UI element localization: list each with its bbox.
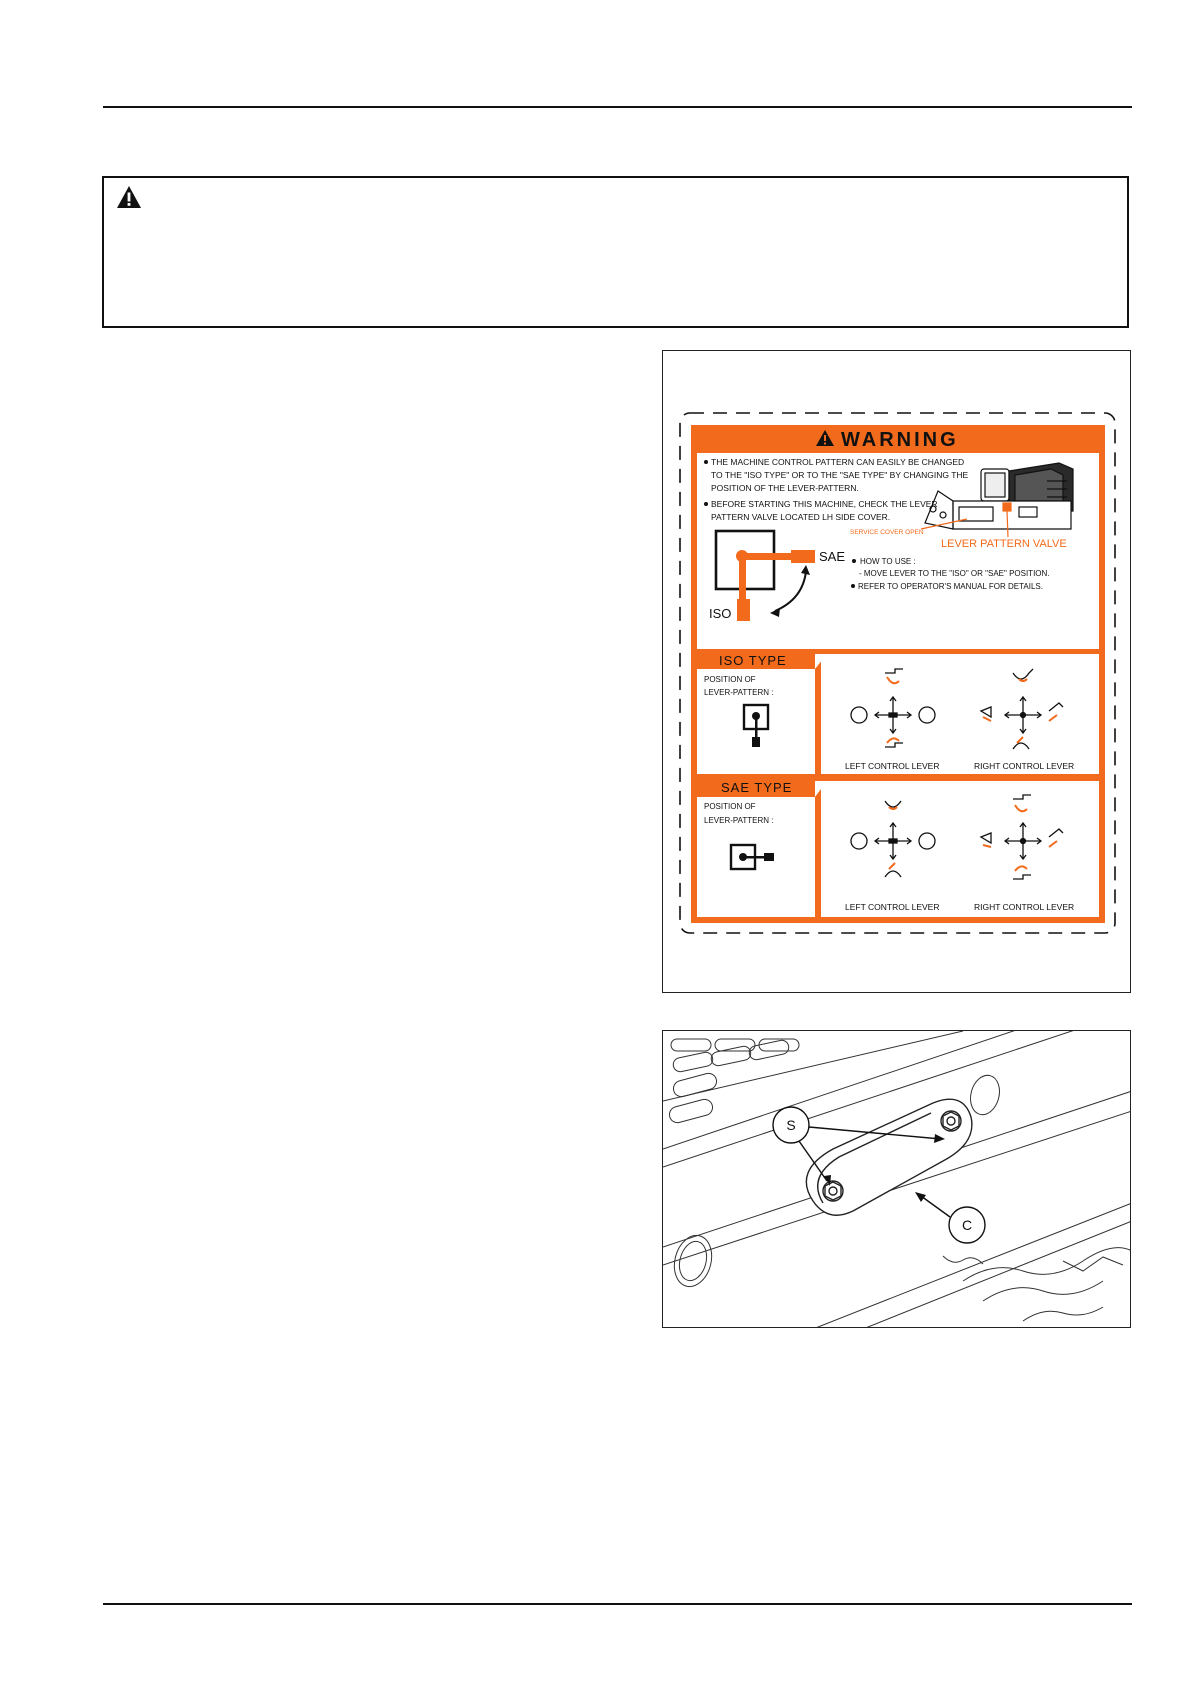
callout-c xyxy=(915,1192,985,1243)
iso-right-lever-label: RIGHT CONTROL LEVER xyxy=(974,761,1075,771)
header-rule xyxy=(103,106,1132,108)
cover-plate-figure xyxy=(662,1030,1131,1328)
svg-text:C: C xyxy=(961,1217,973,1233)
warning-triangle-icon xyxy=(116,185,142,209)
sae-type-title: SAE TYPE xyxy=(721,780,793,795)
service-cover-label: SERVICE COVER OPEN xyxy=(850,529,924,536)
how-to-use-step: - MOVE LEVER TO THE "ISO" OR "SAE" POSITION. xyxy=(859,569,1050,578)
footer-rule xyxy=(103,1603,1132,1605)
bullet-1-line-3: POSITION OF THE LEVER-PATTERN. xyxy=(711,483,859,493)
bullet-1-line-2: TO THE "ISO TYPE" OR TO THE "SAE TYPE" BY CHANGING THE xyxy=(711,470,969,480)
iso-levers-panel xyxy=(821,654,1099,774)
sae-right-lever-label: RIGHT CONTROL LEVER xyxy=(974,902,1075,912)
iso-label: ISO xyxy=(709,606,732,621)
sae-position-of: POSITION OF xyxy=(704,802,756,811)
sae-left-lever-label: LEFT CONTROL LEVER xyxy=(845,902,940,912)
decal-header: WARNING xyxy=(841,429,959,451)
iso-position-of: POSITION OF xyxy=(704,675,756,684)
cover-plate-illustration xyxy=(663,1031,1131,1328)
decal-figure xyxy=(662,350,1131,993)
iso-lever-pattern: LEVER-PATTERN : xyxy=(704,688,774,697)
bullet-2-line-2: PATTERN VALVE LOCATED LH SIDE COVER. xyxy=(711,512,891,522)
sae-lever-pattern: LEVER-PATTERN : xyxy=(704,816,774,825)
bullet-1-line-1: THE MACHINE CONTROL PATTERN CAN EASILY BE CHANGED xyxy=(711,457,965,467)
lever-pattern-valve-label: LEVER PATTERN VALVE xyxy=(941,538,1067,550)
bullet-2-line-1: BEFORE STARTING THIS MACHINE, CHECK THE LEVER xyxy=(711,499,938,509)
iso-left-lever-label: LEFT CONTROL LEVER xyxy=(845,761,940,771)
sae-label: SAE xyxy=(819,549,846,564)
refer-text: REFER TO OPERATOR'S MANUAL FOR DETAILS. xyxy=(858,582,1043,591)
svg-text:S: S xyxy=(786,1117,796,1133)
cover-plate xyxy=(806,1099,972,1215)
sae-levers-panel xyxy=(821,781,1099,917)
warning-decal xyxy=(663,351,1132,994)
iso-type-title: ISO TYPE xyxy=(719,653,787,668)
warning-box xyxy=(102,176,1129,328)
how-to-use-label: HOW TO USE : xyxy=(860,557,916,566)
